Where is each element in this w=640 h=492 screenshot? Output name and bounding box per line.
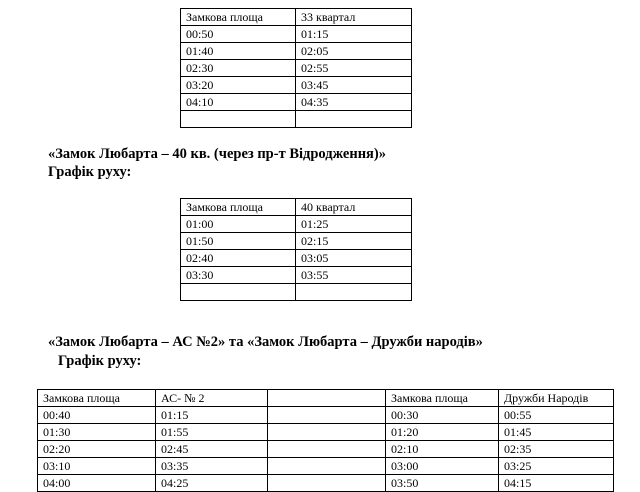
table-cell: 04:15 <box>499 475 614 492</box>
schedule-table-33-kvartal <box>180 8 412 128</box>
header-cell: Замкова площа <box>181 9 296 26</box>
table-cell: 01:25 <box>296 216 412 233</box>
table-cell: 00:40 <box>38 407 156 424</box>
schedule-subtitle: Графік руху: <box>48 164 132 180</box>
table-cell <box>181 111 296 128</box>
table-header-row <box>181 9 412 26</box>
header-cell: Замкова площа <box>386 390 499 407</box>
table-cell: 00:55 <box>499 407 614 424</box>
table-row <box>38 458 614 475</box>
table-cell <box>268 458 386 475</box>
table-row <box>181 216 412 233</box>
table-cell: 02:20 <box>38 441 156 458</box>
table-cell: 01:50 <box>181 233 296 250</box>
table-cell: 03:55 <box>296 267 412 284</box>
table-row <box>181 233 412 250</box>
table-cell: 02:40 <box>181 250 296 267</box>
table-cell: 01:30 <box>38 424 156 441</box>
table-cell: 02:15 <box>296 233 412 250</box>
schedule-table-40-kvartal <box>180 198 412 301</box>
table-cell: 02:45 <box>156 441 268 458</box>
table-cell: 01:00 <box>181 216 296 233</box>
table-cell: 02:10 <box>386 441 499 458</box>
table-cell: 01:40 <box>181 43 296 60</box>
table-row <box>38 407 614 424</box>
table-cell <box>268 475 386 492</box>
table-cell: 02:55 <box>296 60 412 77</box>
table-cell: 03:25 <box>499 458 614 475</box>
table-row <box>181 43 412 60</box>
table-body <box>181 199 412 301</box>
table-cell <box>296 284 412 301</box>
table-cell <box>268 407 386 424</box>
table-cell <box>268 441 386 458</box>
table-body <box>38 390 614 492</box>
table-header-row <box>181 199 412 216</box>
table-row <box>181 267 412 284</box>
table-cell: 03:30 <box>181 267 296 284</box>
table-cell: 01:15 <box>296 26 412 43</box>
header-cell: АС- № 2 <box>156 390 268 407</box>
table-row <box>38 441 614 458</box>
table-row <box>181 111 412 128</box>
table-cell: 02:35 <box>499 441 614 458</box>
table-cell: 01:45 <box>499 424 614 441</box>
table-header-row <box>38 390 614 407</box>
table-row <box>181 60 412 77</box>
header-cell: 33 квартал <box>296 9 412 26</box>
table-cell: 04:25 <box>156 475 268 492</box>
table-cell: 03:10 <box>38 458 156 475</box>
table-cell: 01:15 <box>156 407 268 424</box>
table-cell: 04:00 <box>38 475 156 492</box>
table-cell: 04:35 <box>296 94 412 111</box>
table-row <box>181 26 412 43</box>
table-body <box>181 9 412 128</box>
table-cell: 01:20 <box>386 424 499 441</box>
table-cell <box>181 284 296 301</box>
table-cell <box>296 111 412 128</box>
header-cell: 40 квартал <box>296 199 412 216</box>
table-cell: 03:50 <box>386 475 499 492</box>
schedule-subtitle: Графік руху: <box>58 353 142 369</box>
route-title-40-kv: «Замок Любарта – 40 кв. (через пр-т Відродження)» <box>48 146 386 162</box>
table-row <box>181 284 412 301</box>
route-title-as2-druzhby: «Замок Любарта – АС №2» та «Замок Любарта – Дружби народів» <box>48 334 483 350</box>
table-row <box>38 424 614 441</box>
table-row <box>181 77 412 94</box>
table-cell <box>268 424 386 441</box>
table-row <box>38 475 614 492</box>
table-cell: 04:10 <box>181 94 296 111</box>
table-cell: 03:20 <box>181 77 296 94</box>
table-cell: 01:55 <box>156 424 268 441</box>
table-row <box>181 250 412 267</box>
table-cell: 02:30 <box>181 60 296 77</box>
table-cell: 03:35 <box>156 458 268 475</box>
table-cell: 03:45 <box>296 77 412 94</box>
header-cell: Дружби Народів <box>499 390 614 407</box>
table-cell: 03:00 <box>386 458 499 475</box>
table-row <box>181 94 412 111</box>
header-cell: Замкова площа <box>38 390 156 407</box>
table-cell: 03:05 <box>296 250 412 267</box>
table-cell: 00:30 <box>386 407 499 424</box>
table-cell: 02:05 <box>296 43 412 60</box>
table-cell: 00:50 <box>181 26 296 43</box>
header-cell <box>268 390 386 407</box>
header-cell: Замкова площа <box>181 199 296 216</box>
schedule-table-as2-druzhby <box>37 389 614 492</box>
